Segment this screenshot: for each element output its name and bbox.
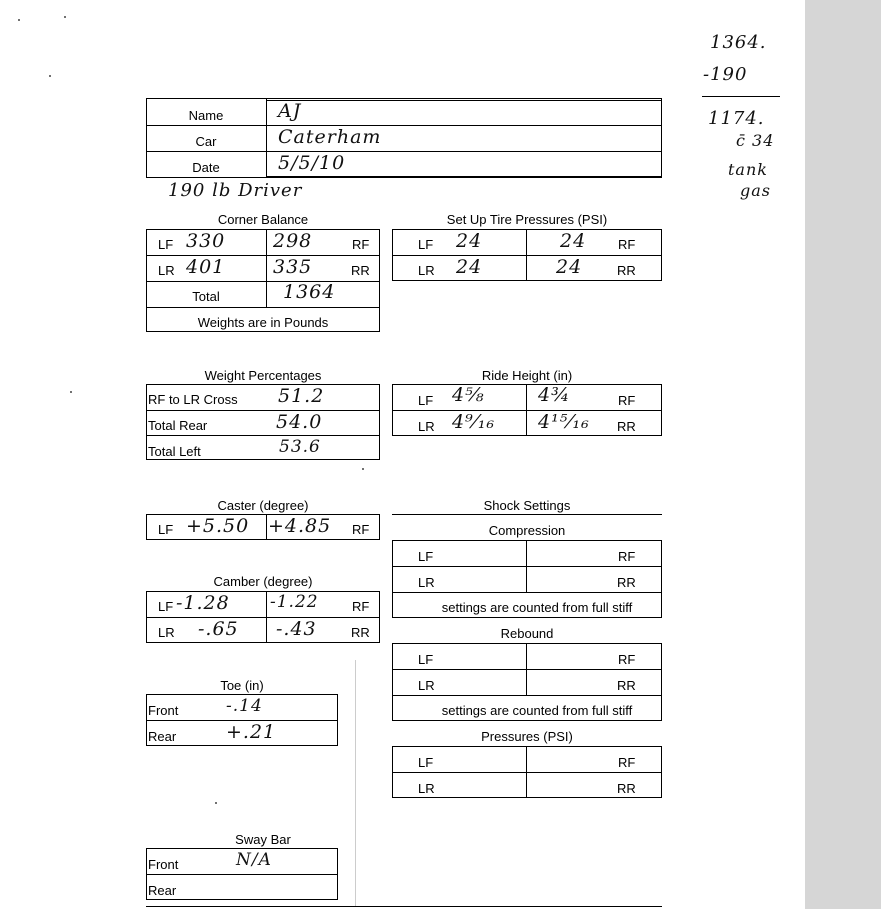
shock-settings-title: Shock Settings: [483, 498, 571, 513]
rh-lr-label: LR: [418, 419, 435, 434]
tp-rr-label: RR: [617, 263, 636, 278]
right-gray-margin: [805, 0, 881, 909]
date-value: 5/5/10: [278, 152, 346, 174]
table-column-line: [526, 746, 527, 798]
scan-speck: [215, 802, 217, 804]
table-row-line: [146, 255, 380, 256]
table-column-line: [526, 540, 527, 592]
scan-speck: [64, 16, 66, 18]
caster-table: [146, 514, 380, 540]
tp-rr-value: 24: [556, 256, 583, 278]
weight-percentages-title: Weight Percentages: [204, 368, 322, 383]
table-column-line: [266, 514, 267, 540]
margin-note-line: 1364.: [710, 32, 767, 53]
comp-lf-label: LF: [418, 549, 434, 564]
scan-speck: [49, 75, 51, 77]
camber-rf-label: RF: [352, 599, 370, 614]
cb-lr-label: LR: [158, 263, 175, 278]
table-column-line: [266, 229, 267, 307]
table-row-line: [392, 566, 662, 567]
toe-front-label: Front: [148, 703, 179, 718]
toe-rear-value: +.21: [226, 721, 277, 743]
ride-height-title: Ride Height (in): [481, 368, 573, 383]
cb-rr-value: 335: [273, 256, 313, 278]
caster-lf-label: LF: [158, 522, 174, 537]
sway-front-value: N/A: [236, 850, 272, 870]
tp-rf-value: 24: [560, 230, 587, 252]
scan-speck: [362, 468, 364, 470]
cb-lr-value: 401: [186, 256, 226, 278]
table-row-line: [146, 617, 380, 618]
compression-title: Compression: [488, 523, 566, 538]
pres-lr-label: LR: [418, 781, 435, 796]
table-row-line: [392, 255, 662, 256]
header-inner-line: [266, 176, 662, 177]
margin-note-line: -190: [703, 64, 748, 85]
table-row-line: [392, 410, 662, 411]
pressures-title: Pressures (PSI): [481, 729, 573, 744]
camber-rf-value: -1.22: [270, 592, 319, 612]
rh-lr-value: 4⁹⁄₁₆: [452, 411, 496, 433]
comp-lr-label: LR: [418, 575, 435, 590]
tp-lr-value: 24: [456, 256, 483, 278]
margin-note-line: 1174.: [708, 108, 765, 129]
caster-rf-value: +4.85: [268, 515, 332, 537]
camber-lr-label: LR: [158, 625, 175, 640]
table-column-line: [266, 591, 267, 643]
camber-lr-value: -.65: [198, 618, 239, 640]
table-row-line: [146, 874, 338, 875]
car-value: Caterham: [278, 126, 382, 148]
cb-lf-label: LF: [158, 237, 174, 252]
header-inner-line: [266, 100, 662, 101]
driver-note: 190 lb Driver: [168, 180, 303, 201]
cb-rr-label: RR: [351, 263, 370, 278]
caster-rf-label: RF: [352, 522, 370, 537]
cb-lf-value: 330: [186, 230, 226, 252]
name-value: AJ: [278, 100, 302, 122]
tp-rf-label: RF: [618, 237, 636, 252]
cb-rf-value: 298: [273, 230, 313, 252]
camber-title: Camber (degree): [213, 574, 313, 589]
wp-cross-value: 51.2: [278, 385, 325, 407]
toe-rear-label: Rear: [148, 729, 177, 744]
header-divider: [146, 125, 662, 126]
cb-total-label: Total: [192, 289, 220, 304]
rebound-title: Rebound: [500, 626, 554, 641]
sway-bar-title: Sway Bar: [235, 832, 291, 847]
margin-note-line: c̄ 34: [736, 131, 775, 150]
comp-rf-label: RF: [618, 549, 636, 564]
tp-lr-label: LR: [418, 263, 435, 278]
table-row-line: [392, 772, 662, 773]
reb-rr-label: RR: [617, 678, 636, 693]
faint-scan-line: [355, 660, 356, 906]
camber-lf-value: -1.28: [176, 592, 230, 614]
reb-rf-label: RF: [618, 652, 636, 667]
table-column-line: [526, 643, 527, 695]
camber-rr-value: -.43: [276, 618, 317, 640]
shock-title-underline: [392, 514, 662, 515]
reb-stiff-note: settings are counted from full stiff: [441, 703, 633, 718]
date-label: Date: [192, 160, 220, 175]
table-row-line: [392, 695, 662, 696]
rh-rr-label: RR: [617, 419, 636, 434]
tire-pressures-title: Set Up Tire Pressures (PSI): [446, 212, 608, 227]
comp-stiff-note: settings are counted from full stiff: [441, 600, 633, 615]
camber-lf-label: LF: [158, 599, 174, 614]
comp-rr-label: RR: [617, 575, 636, 590]
pres-lf-label: LF: [418, 755, 434, 770]
tp-lf-label: LF: [418, 237, 434, 252]
table-row-line: [146, 281, 380, 282]
pres-rr-label: RR: [617, 781, 636, 796]
rh-rf-label: RF: [618, 393, 636, 408]
caster-title: Caster (degree): [217, 498, 309, 513]
table-row-line: [392, 669, 662, 670]
pres-rf-label: RF: [618, 755, 636, 770]
corner-balance-title: Corner Balance: [217, 212, 309, 227]
toe-title: Toe (in): [220, 678, 264, 693]
rh-rr-value: 4¹⁵⁄₁₆: [538, 411, 590, 433]
scan-speck: [70, 391, 72, 393]
camber-rr-label: RR: [351, 625, 370, 640]
wp-rear-value: 54.0: [276, 411, 323, 433]
margin-note-line: tank: [728, 160, 768, 179]
rh-lf-value: 4⅝: [452, 384, 485, 406]
table-row-line: [146, 307, 380, 308]
rh-lf-label: LF: [418, 393, 434, 408]
sway-front-label: Front: [148, 857, 179, 872]
wp-left-value: 53.6: [279, 437, 321, 457]
car-label: Car: [195, 134, 217, 149]
toe-front-value: -.14: [226, 696, 263, 716]
header-column-divider: [266, 98, 267, 178]
cb-rf-label: RF: [352, 237, 370, 252]
reb-lf-label: LF: [418, 652, 434, 667]
scan-speck: [18, 19, 20, 21]
rh-rf-value: 4¾: [538, 384, 571, 406]
cb-footer: Weights are in Pounds: [197, 315, 329, 330]
name-label: Name: [188, 108, 224, 123]
wp-left-label: Total Left: [148, 444, 201, 459]
wp-rear-label: Total Rear: [148, 418, 208, 433]
caster-lf-value: +5.50: [186, 515, 250, 537]
sway-rear-label: Rear: [148, 883, 177, 898]
page-bottom-line: [146, 906, 662, 907]
table-column-line: [526, 384, 527, 436]
tp-lf-value: 24: [456, 230, 483, 252]
table-column-line: [526, 229, 527, 281]
margin-underline: [702, 96, 780, 97]
reb-lr-label: LR: [418, 678, 435, 693]
wp-cross-label: RF to LR Cross: [148, 392, 238, 407]
table-row-line: [392, 592, 662, 593]
margin-note-line: gas: [740, 181, 771, 200]
table-row-line: [146, 410, 380, 411]
table-row-line: [146, 435, 380, 436]
header-divider: [146, 151, 662, 152]
cb-total-value: 1364: [283, 281, 336, 303]
